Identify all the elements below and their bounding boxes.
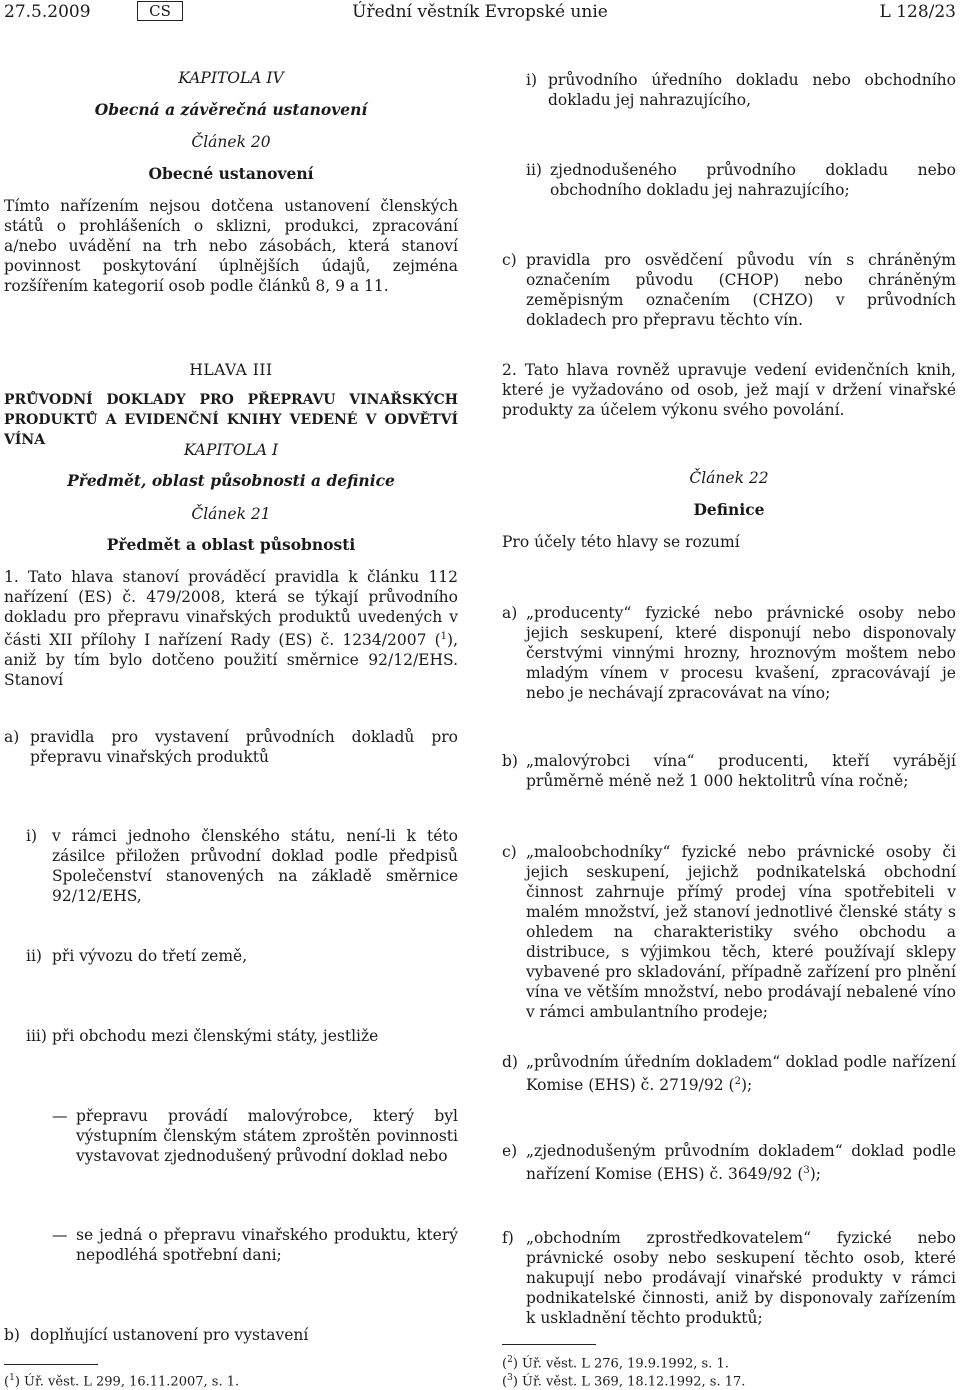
article22-label: Článek 22 [689, 469, 769, 487]
right-item-c: c) pravidla pro osvědčení původu vín s chráněným označením původu (CHOP) nebo chráněným zeměpisným označením (CHZO) v průvodních dokladech pro přepravu těchto vín. [502, 251, 956, 329]
right-item-ii: ii) zjednodušeného průvodního dokladu nebo obchodního dokladu jej nahrazujícího; [526, 161, 956, 199]
article20-label: Článek 20 [191, 133, 271, 151]
dash-item-1: — přepravu provádí malovýrobce, který byl výstupním členským státem zproštěn povinnosti vystavovat zjednodušený průvodní doklad nebo [52, 1107, 458, 1165]
item-b: b) doplňující ustanovení pro vystavení [4, 1326, 309, 1344]
article20-body: Tímto nařízením nejsou dotčena ustanovení členských států o prohlášeních o sklizni, produkci, zpracování a/nebo uvádění na trh nebo zásobách, která stanoví povinnost poskytování úplnějších údajů, zejména rozšířením kategorií osob podle článků 8, 9 a 11. [4, 197, 458, 295]
definition-f: f) „obchodním zprostředkovatelem“ fyzické nebo právnické osoby nebo seskupení těchto osob, které nakupují nebo prodávají vinařské produkty v rámci podnikatelské činnosti, aniž by disponovaly zařízením k uskladnění těchto produktů; [502, 1229, 956, 1327]
article21-title: Předmět a oblast působnosti [106, 535, 356, 554]
dash-item-2: — se jedná o přepravu vinařského produktu, který nepodléhá spotřební dani; [52, 1226, 458, 1264]
article21-paragraph2: 2. Tato hlava rovněž upravuje vedení evidenčních knih, které je vyžadováno od osob, jež mají v držení vinařské produkty za účelem výkonu svého povolání. [502, 361, 956, 419]
footnote-1: ($^1$) Úř. věst. L 299, 16.11.2007, s. 1. [4, 1373, 240, 1390]
item-iii: iii) při obchodu mezi členskými státy, jestliže [26, 1027, 379, 1045]
definition-b: b) „malovýrobci vína“ producenti, kteří vyrábějí průměrně méně než 1 000 hektolitrů vína ročně; [502, 752, 956, 790]
item-a: a) pravidla pro vystavení průvodních dokladů pro přepravu vinařských produktů [4, 728, 458, 766]
chapter4-label: KAPITOLA IV [178, 69, 284, 87]
title3-label: HLAVA III [189, 361, 273, 379]
title3-heading: PRŮVODNÍ DOKLADY PRO PŘEPRAVU VINAŘSKÝCH PRODUKTŮ A EVIDENČNÍ KNIHY VEDENÉ V ODVĚTVÍ VÍNA [4, 392, 458, 448]
footnote-2: ($^2$) Úř. věst. L 276, 19.9.1992, s. 1. [502, 1355, 729, 1372]
chapter1-label: KAPITOLA I [183, 441, 279, 459]
language-badge: CS [137, 1, 183, 21]
footnote-rule-left [4, 1364, 98, 1365]
item-ii: ii) při vývozu do třetí země, [26, 947, 248, 965]
article22-title: Definice [693, 500, 765, 519]
chapter1-title: Předmět, oblast působnosti a definice [67, 471, 395, 490]
footnote-rule-right [502, 1344, 596, 1345]
article22-intro: Pro účely této hlavy se rozumí [502, 533, 740, 551]
chapter4-title: Obecná a závěrečná ustanovení [94, 100, 368, 119]
definition-a: a) „producenty“ fyzické nebo právnické osoby nebo jejich seskupení, které disponují nebo disponovaly čerstvými vinnými hrozny, hroznovým moštem nebo mladým vínem v procesu kvašení, zpracovávají je nebo je nechávají zpracovávat na víno; [502, 604, 956, 702]
page-number: L 128/23 [879, 2, 956, 22]
item-i: i) v rámci jednoho členského státu, není-li k této zásilce přiložen průvodní doklad podle předpisů Společenství stanovených na základě směrnice 92/12/EHS, [26, 827, 458, 905]
right-item-i: i) průvodního úředního dokladu nebo obchodního dokladu jej nahrazujícího, [526, 71, 956, 109]
definition-d: d) „průvodním úředním dokladem“ doklad podle nařízení Komise (EHS) č. 2719/92 ($^2$); [502, 1053, 956, 1095]
definition-c: c) „maloobchodníky“ fyzické nebo právnické osoby či jejich seskupení, jejichž podnikatelská obchodní činnost zahrnuje přímý prodej vína spotřebiteli v malém množství, jež stanoví jednotlivé členské státy s ohledem na charakteristiky svého obchodu a distribuce, s výjimkou těch, které používají sklepy vybavené pro skladování, případně zařízení pro plnění vína ve větším množství, nebo prodávají nebalené víno v rámci ambulantního prodeje; [502, 843, 956, 1021]
definition-e: e) „zjednodušeným průvodním dokladem“ doklad podle nařízení Komise (EHS) č. 3649/92 ($^3$); [502, 1142, 956, 1184]
article20-title: Obecné ustanovení [148, 164, 314, 183]
footnote-3: ($^3$) Úř. věst. L 369, 18.12.1992, s. 17. [502, 1373, 746, 1390]
header-date: 27.5.2009 [4, 2, 91, 22]
journal-title: Úřední věstník Evropské unie [352, 2, 608, 22]
article21-label: Článek 21 [191, 505, 271, 523]
article21-paragraph1: 1. Tato hlava stanoví prováděcí pravidla k článku 112 nařízení (ES) č. 479/2008, která se týkají průvodního dokladu pro přepravu vinařských produktů uvedených v části XII přílohy I nařízení Rady (ES) č. 1234/2007 ($^1$), aniž by tím bylo dotčeno použití směrnice 92/12/EHS. Stanoví [4, 568, 458, 690]
